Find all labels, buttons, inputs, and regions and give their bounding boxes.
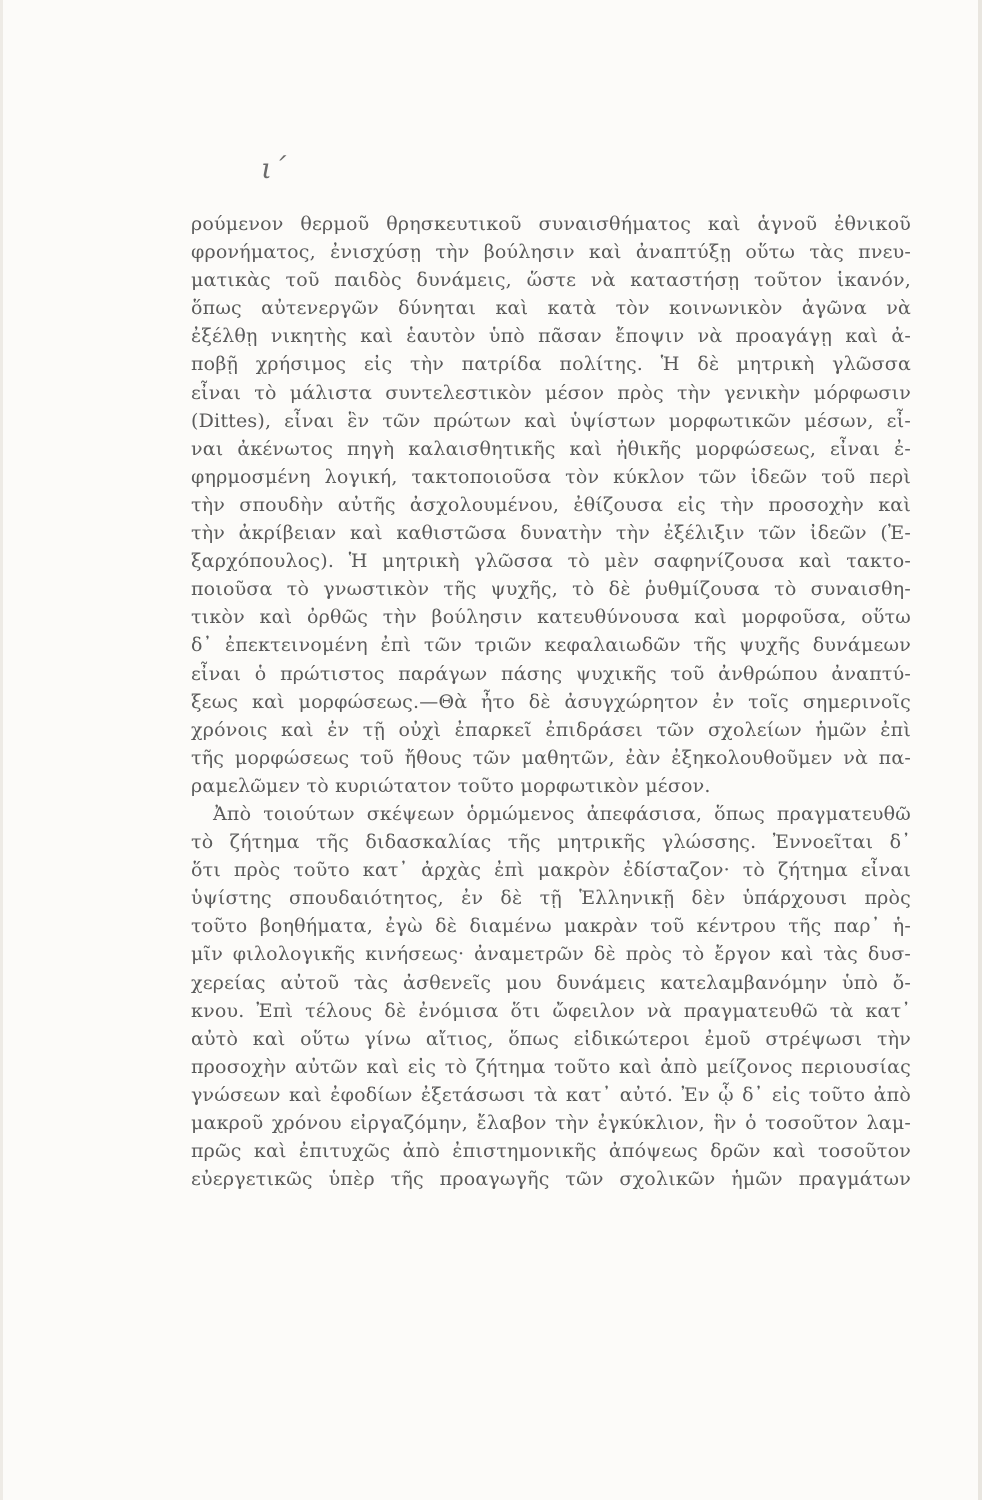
text-line: τὴν ἀκρίβειαν καὶ καθιστῶσα δυνατὴν τὴν ἐξέλιξιν τῶν ἰδεῶν (Ἐ- [191, 522, 911, 545]
text-line: εἶναι ὁ πρώτιστος παράγων πάσης ψυχικῆς τοῦ ἀνθρώπου ἀναπτύ- [191, 662, 911, 685]
text-line: ξεως καὶ μορφώσεως.—Θὰ ἦτο δὲ ἀσυγχώρητον ἐν τοῖς σημερινοῖς [191, 690, 911, 713]
text-line: πρῶς καὶ ἐπιτυχῶς ἀπὸ ἐπιστημονικῆς ἀπόψεως δρῶν καὶ τοσοῦτον [191, 1140, 911, 1163]
text-line: ματικὰς τοῦ παιδὸς δυνάμεις, ὥστε νὰ καταστήσῃ τοῦτον ἱκανόν, [191, 269, 911, 292]
text-line: γνώσεων καὶ ἐφοδίων ἐξετάσωσι τὰ κατ᾽ αὐτό. Ἐν ᾧ δ᾽ εἰς τοῦτο ἀπὸ [191, 1083, 911, 1106]
text-line: μῖν φιλολογικῆς κινήσεως· ἀναμετρῶν δὲ πρὸς τὸ ἔργον καὶ τὰς δυσ- [191, 943, 911, 966]
text-line: τῆς μορφώσεως τοῦ ἤθους τῶν μαθητῶν, ἐὰν ἐξηκολουθοῦμεν νὰ πα- [191, 746, 911, 769]
text-line: Ἀπὸ τοιούτων σκέψεων ὁρμώμενος ἀπεφάσισα, ὅπως πραγματευθῶ [213, 802, 911, 825]
text-line: ὅτι πρὸς τοῦτο κατ᾽ ἀρχὰς ἐπὶ μακρὸν ἐδίσταζον· τὸ ζήτημα εἶναι [191, 859, 911, 882]
text-line: ποιοῦσα τὸ γνωστικὸν τῆς ψυχῆς, τὸ δὲ ῥυθμίζουσα τὸ συναισθη- [191, 578, 911, 601]
text-line: μακροῦ χρόνου εἰργαζόμην, ἔλαβον τὴν ἐγκύκλιον, ἣν ὁ τοσοῦτον λαμ- [191, 1112, 911, 1134]
text-line: ὑψίστης σπουδαιότητος, ἐν δὲ τῇ Ἑλληνικῇ δὲν ὑπάρχουσι πρὸς [191, 887, 911, 910]
text-line: χρόνοις καὶ ἐν τῇ οὐχὶ ἐπαρκεῖ ἐπιδράσει τῶν σχολείων ἡμῶν ἐπὶ [191, 718, 911, 741]
text-line: εἶναι τὸ μάλιστα συντελεστικὸν μέσον πρὸς τὴν γενικὴν μόρφωσιν [191, 381, 911, 404]
text-line: τὴν σπουδὴν αὐτῆς ἀσχολουμένου, ἐθίζουσα εἰς τὴν προσοχὴν καὶ [191, 493, 911, 516]
text-line: κνου. Ἐπὶ τέλους δὲ ἐνόμισα ὅτι ὤφειλον νὰ πραγματευθῶ τὰ κατ᾽ [191, 999, 911, 1022]
text-line: ραμελῶμεν τὸ κυριώτατον τοῦτο μορφωτικὸν μέσον. [191, 774, 711, 797]
text-line: ὅπως αὐτενεργῶν δύνηται καὶ κατὰ τὸν κοινωνικὸν ἀγῶνα νὰ [191, 297, 911, 320]
text-line: ποβῇ χρήσιμος εἰς τὴν πατρίδα πολίτης. Ἡ δὲ μητρικὴ γλῶσσα [191, 353, 911, 376]
text-line: ἐξέλθῃ νικητὴς καὶ ἑαυτὸν ὑπὸ πᾶσαν ἔποψιν νὰ προαγάγῃ καὶ ἀ- [191, 325, 911, 348]
text-line: τικὸν καὶ ὀρθῶς τὴν βούλησιν κατευθύνουσα καὶ μορφοῦσα, οὕτω [191, 606, 911, 629]
paragraph [191, 800, 911, 1193]
text-line: (Dittes), εἶναι ἓν τῶν πρώτων καὶ ὑψίστων μορφωτικῶν μέσων, εἶ- [191, 409, 911, 432]
paragraph [191, 210, 911, 800]
text-line: ναι ἀκένωτος πηγὴ καλαισθητικῆς καὶ ἠθικῆς μορφώσεως, εἶναι ἐ- [191, 437, 911, 460]
text-line: τοῦτο βοηθήματα, ἐγὼ δὲ διαμένω μακρὰν τοῦ κέντρου τῆς παρ᾽ ἡ- [191, 915, 911, 938]
text-line: φηρμοσμένη λογική, τακτοποιοῦσα τὸν κύκλον τῶν ἰδεῶν τοῦ περὶ [191, 465, 911, 488]
text-line: φρονήματος, ἐνισχύσῃ τὴν βούλησιν καὶ ἀναπτύξῃ οὕτω τὰς πνευ- [191, 241, 911, 264]
text-line: ρούμενον θερμοῦ θρησκευτικοῦ συναισθήματος καὶ ἁγνοῦ ἐθνικοῦ [191, 213, 911, 235]
body-text [191, 210, 911, 1193]
text-line: αὐτὸ καὶ οὕτω γίνω αἴτιος, ὅπως εἰδικώτεροι ἐμοῦ στρέψωσι τὴν [191, 1027, 911, 1050]
text-line: δ᾽ ἐπεκτεινομένη ἐπὶ τῶν τριῶν κεφαλαιωδῶν τῆς ψυχῆς δυνάμεων [191, 634, 911, 657]
text-line: τὸ ζήτημα τῆς διδασκαλίας τῆς μητρικῆς γλώσσης. Ἐννοεῖται δ᾽ [191, 831, 911, 854]
page-number: ι΄ [261, 152, 286, 185]
text-line: χερείας αὐτοῦ τὰς ἀσθενεῖς μου δυνάμεις κατελαμβανόμην ὑπὸ ὄ- [191, 971, 911, 994]
text-line: προσοχὴν αὐτῶν καὶ εἰς τὸ ζήτημα τοῦτο καὶ ἀπὸ μείζονος περιουσίας [191, 1055, 911, 1078]
text-line: εὐεργετικῶς ὑπὲρ τῆς προαγωγῆς τῶν σχολικῶν ἡμῶν πραγμάτων [191, 1168, 911, 1191]
text-line: ξαρχόπουλος). Ἡ μητρικὴ γλῶσσα τὸ μὲν σαφηνίζουσα καὶ τακτο- [191, 550, 911, 573]
